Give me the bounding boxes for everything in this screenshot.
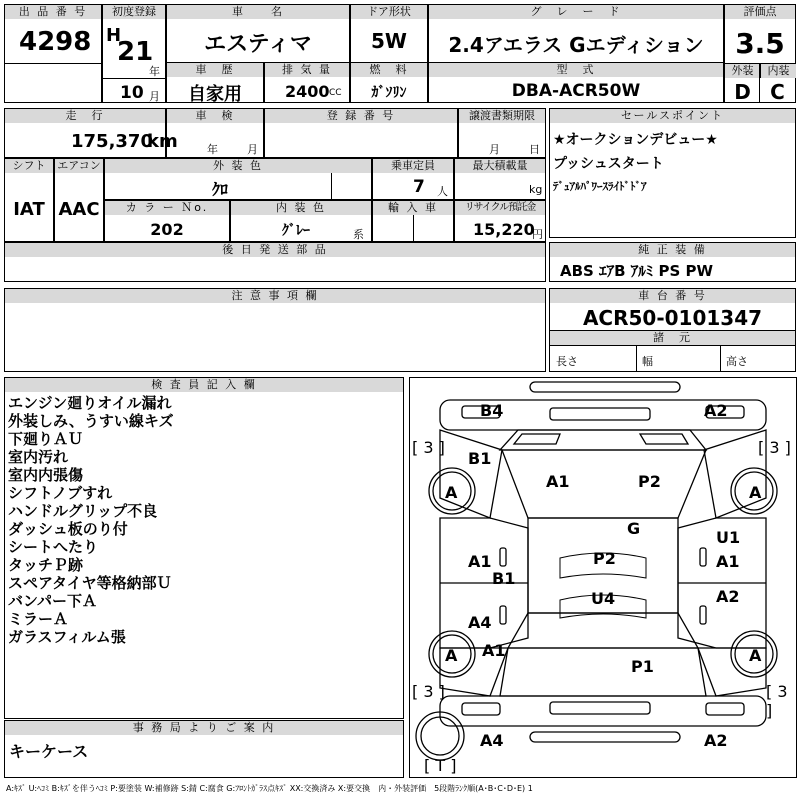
selling-point: ﾃﾞｭｱﾙﾊﾟﾜｰｽﾗｲﾄﾞﾄﾞｱ — [553, 180, 647, 193]
door-type: 5W — [371, 29, 407, 53]
model: DBA-ACR50W — [511, 81, 641, 101]
mileage: 175,370 — [71, 131, 153, 152]
selling-point: プッシュスタート — [553, 156, 664, 172]
shift-cell — [4, 158, 54, 242]
damage-mark: A2 — [704, 731, 728, 750]
damage-mark: A — [445, 483, 458, 502]
mileage-cell — [4, 108, 178, 158]
color-cell — [104, 158, 372, 200]
model-label: 型 式 — [429, 63, 723, 77]
capacity-label: 乗車定員 — [373, 159, 453, 173]
inspector-line: タッチＰ跡 — [8, 556, 84, 574]
int-color: ｸﾞﾚｰ — [282, 223, 310, 239]
int-color-unit: 系 — [353, 228, 364, 241]
inspector-line: 外装しみ、うすい線キズ — [8, 412, 174, 430]
damage-mark: A — [445, 646, 458, 665]
capacity: 7 — [413, 177, 425, 197]
damage-mark: A4 — [480, 731, 504, 750]
dims-label: 諸 元 — [550, 331, 795, 345]
damage-mark: A — [749, 646, 762, 665]
mileage-label: 走 行 — [5, 109, 165, 123]
damage-mark: B1 — [492, 569, 516, 588]
damage-mark: B1 — [468, 449, 492, 468]
chassis-cell — [549, 288, 796, 372]
inspector-line: 室内内張傷 — [8, 466, 84, 484]
tire-bracket-tl: [ 3 ] — [412, 438, 445, 457]
length-label: 長さ — [556, 355, 578, 368]
recycle-unit: 円 — [532, 228, 543, 241]
chassis-label: 車 台 番 号 — [550, 289, 795, 303]
damage-mark: G — [627, 519, 641, 538]
inspector-line: ガラスフィルム張 — [8, 628, 126, 646]
history: 自家用 — [188, 84, 242, 105]
int-color-label: 内 装 色 — [231, 201, 371, 215]
equipment-cell — [549, 242, 796, 282]
fuel-cell — [350, 62, 428, 103]
mileage-unit: km — [147, 131, 178, 152]
damage-mark: A1 — [482, 641, 506, 660]
inspector-line: 下廻りＡＵ — [8, 430, 84, 448]
tire-bracket-tr: [ 3 ] — [758, 438, 791, 457]
damage-mark: P2 — [638, 472, 661, 491]
damage-mark: A1 — [716, 552, 740, 571]
inspector-line: 室内汚れ — [8, 448, 69, 466]
car-diagram — [409, 377, 797, 778]
lot-number-cell — [4, 4, 102, 103]
first-reg-cell — [102, 4, 166, 103]
damage-mark: P1 — [631, 657, 654, 676]
recycle-cell — [454, 200, 546, 242]
grade-cell — [428, 4, 724, 63]
grade-label: グ レ ー ド — [429, 5, 723, 19]
fuel-label: 燃 料 — [351, 63, 427, 77]
inspection-year-unit: 年 — [207, 143, 218, 156]
ac-label: エアコン — [55, 159, 103, 173]
plate-label: 登 録 番 号 — [265, 109, 457, 123]
reg-year: 21 — [117, 37, 154, 67]
grade: 2.4アエラス Gエディション — [448, 33, 704, 57]
era: H — [106, 25, 122, 46]
score-cell — [724, 4, 796, 103]
capacity-cell — [372, 158, 454, 200]
history-label: 車 歴 — [167, 63, 263, 77]
office-label: 事 務 局 よ り ご 案 内 — [5, 721, 403, 735]
month-unit: 月 — [149, 90, 160, 103]
ext-label: 外装 — [725, 64, 760, 78]
selling-points-cell — [549, 108, 796, 238]
ac-cell — [54, 158, 104, 242]
selling-points-label: セールスポイント — [550, 109, 795, 123]
import-label: 輸 入 車 — [373, 201, 453, 215]
spare-tire-bracket: [ T ] — [424, 756, 457, 775]
recycle: 15,220 — [473, 220, 535, 239]
door-label: ドア形状 — [351, 5, 427, 19]
reg-month: 10 — [120, 83, 144, 103]
caution-label: 注 意 事 項 欄 — [5, 289, 545, 303]
tire-bracket-bl: [ 3 ] — [412, 682, 445, 701]
model-cell — [428, 62, 724, 103]
color-no-cell — [104, 200, 230, 242]
car-name-cell — [166, 4, 350, 63]
damage-mark: A4 — [468, 613, 492, 632]
lot-number: 4298 — [19, 27, 92, 57]
fuel: ｶﾞｿﾘﾝ — [371, 85, 407, 101]
first-reg-label: 初度登録 — [103, 5, 165, 19]
damage-mark: P2 — [593, 549, 616, 568]
chassis-number: ACR50-0101347 — [582, 306, 763, 330]
inspector-line: スペアタイヤ等格納部Ｕ — [8, 574, 172, 592]
inspector-line: シートへたり — [8, 538, 99, 556]
shift: IAT — [13, 199, 45, 220]
displacement-label: 排 気 量 — [265, 63, 349, 77]
load-label: 最大積載量 — [455, 159, 545, 173]
car-outline — [410, 378, 796, 777]
later-parts-cell — [4, 242, 546, 282]
displacement-unit: CC — [329, 88, 342, 98]
inspector-line: エンジン廻りオイル漏れ — [8, 394, 172, 412]
deadline-label: 譲渡書類期限 — [459, 109, 545, 123]
damage-mark: U4 — [591, 589, 616, 608]
import-cell — [372, 200, 454, 242]
inspector-line: シフトノブすれ — [8, 484, 113, 502]
score-label: 評価点 — [725, 5, 795, 19]
damage-mark: A2 — [704, 401, 728, 420]
height-label: 高さ — [726, 355, 748, 368]
displacement: 2400 — [285, 82, 330, 101]
int-score: C — [770, 80, 785, 104]
int-color-cell — [230, 200, 372, 242]
door-cell — [350, 4, 428, 63]
deadline-cell — [458, 108, 546, 158]
damage-mark: A — [749, 483, 762, 502]
displacement-cell — [264, 62, 350, 103]
ac: AAC — [58, 199, 100, 220]
caution-cell — [4, 288, 546, 372]
deadline-day-unit: 日 — [529, 143, 540, 156]
color: ｸﾛ — [211, 180, 228, 199]
recycle-label: リサイクル預託金 — [455, 201, 545, 215]
equipment: ABS ｴｱB ｱﾙﾐ PS PW — [560, 262, 714, 280]
capacity-unit: 人 — [437, 185, 448, 198]
ext-score: D — [734, 80, 751, 104]
inspection-label: 車 検 — [167, 109, 263, 123]
legend: A:ｷｽﾞ U:ﾍｺﾐ B:ｷｽﾞを伴うﾍｺﾐ P:要塗装 W:補修跡 S:錆 C:腐食 G:ﾌﾛﾝﾄｶﾞﾗｽ点ｷｽﾞ XX:交換済み X:要交換 内・外装評価 5段階ﾗﾝｸ順(A･B･C･D･E) 1 — [6, 784, 533, 793]
car-name-label: 車 名 — [167, 5, 349, 19]
damage-mark: U1 — [716, 528, 741, 547]
color-label: 外 装 色 — [105, 159, 371, 173]
damage-mark: A1 — [546, 472, 570, 491]
damage-mark: B4 — [480, 401, 504, 420]
car-name: エスティマ — [204, 32, 312, 57]
office-cell — [4, 720, 404, 778]
damage-mark: A1 — [468, 552, 492, 571]
shift-label: シフト — [5, 159, 53, 173]
inspector-line: バンパー下Ａ — [8, 592, 97, 610]
inspector-line: ミラーＡ — [8, 610, 69, 628]
inspection-cell — [166, 108, 264, 158]
inspector-lines — [8, 394, 174, 646]
damage-mark: A2 — [716, 587, 740, 606]
color-no-label: カ ラ ー Ｎo. — [105, 201, 229, 215]
width-label: 幅 — [642, 355, 653, 368]
later-parts-label: 後 日 発 送 部 品 — [5, 243, 545, 257]
inspector-line: ダッシュ板のり付 — [8, 520, 128, 538]
year-unit: 年 — [149, 65, 160, 78]
inspector-cell — [4, 377, 404, 719]
tire-bracket-br: [ 3 ] — [766, 682, 788, 720]
load-unit: kg — [529, 183, 543, 196]
load-cell — [454, 158, 546, 200]
score: 3.5 — [735, 27, 785, 60]
int-label: 内装 — [760, 64, 796, 78]
lot-number-label: 出 品 番 号 — [5, 5, 101, 19]
selling-point: ★オークションデビュー★ — [553, 132, 718, 148]
inspector-line: ハンドルグリップ不良 — [8, 502, 158, 520]
history-cell — [166, 62, 264, 103]
plate-cell — [264, 108, 458, 158]
inspection-month-unit: 月 — [247, 143, 258, 156]
equipment-label: 純 正 装 備 — [550, 243, 795, 257]
office-note: キーケース — [9, 742, 89, 761]
color-no: 202 — [150, 220, 184, 239]
inspector-label: 検 査 員 記 入 欄 — [5, 378, 403, 392]
deadline-month-unit: 月 — [489, 143, 500, 156]
